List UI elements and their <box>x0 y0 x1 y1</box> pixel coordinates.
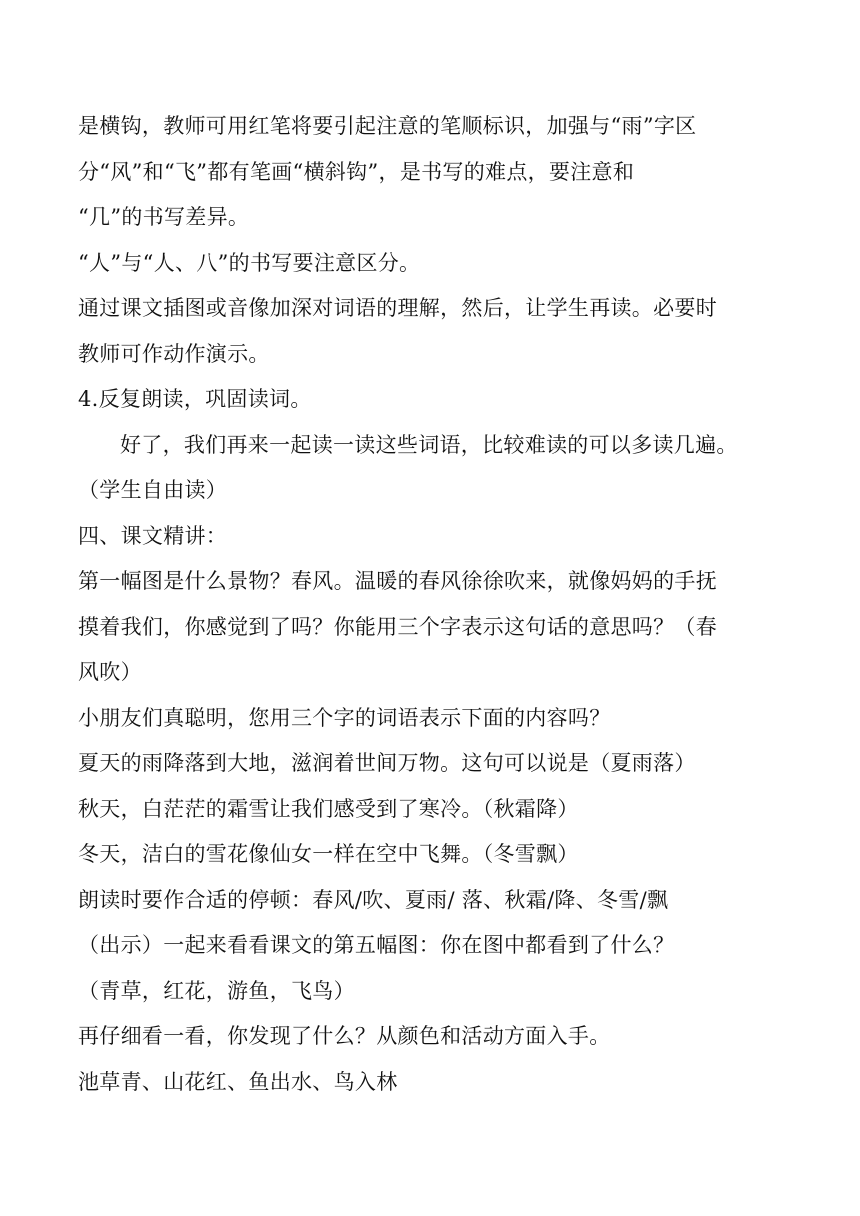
text-line: （青草，红花，游鱼，飞鸟） <box>78 978 355 1003</box>
text-line: 摸着我们，你感觉到了吗？你能用三个字表示这句话的意思吗？（春 <box>78 614 717 639</box>
text-line: 通过课文插图或音像加深对词语的理解，然后，让学生再读。必要时 <box>78 296 717 320</box>
text-line: 夏天的雨降落到大地，滋润着世间万物。这句可以说是（夏雨落） <box>78 751 696 775</box>
text-line: 朗读时要作合适的停顿：春风/吹、夏雨/ 落、秋霜/降、冬雪/飘 <box>78 887 669 912</box>
text-line: 分“风”和“飞”都有笔画“横斜钩”，是书写的难点，要注意和 <box>78 159 635 184</box>
text-line: “人”与“人、八”的书写要注意区分。 <box>78 250 421 275</box>
text-line: 冬天，洁白的雪花像仙女一样在空中飞舞。（冬雪飘） <box>78 842 579 866</box>
text-line: （学生自由读） <box>78 478 228 502</box>
text-line: 池草青、山花红、鱼出水、鸟入林 <box>78 1069 398 1094</box>
section-step-heading: 4.反复朗读，巩固读词。 <box>78 387 312 411</box>
section-heading: 四、课文精讲： <box>78 523 228 548</box>
document-body <box>78 104 798 1105</box>
text-line: 是横钩，教师可用红笔将要引起注意的笔顺标识，加强与“雨”字区 <box>78 114 697 138</box>
text-line: 小朋友们真聪明，您用三个字的词语表示下面的内容吗？ <box>78 705 611 730</box>
text-line-indented: 好了，我们再来一起读一读这些词语，比较难读的可以多读几遍。 <box>120 432 738 457</box>
text-line: 教师可作动作演示。 <box>78 341 270 366</box>
text-line: 再仔细看一看，你发现了什么？从颜色和活动方面入手。 <box>78 1024 611 1048</box>
text-line: 秋天，白茫茫的霜雪让我们感受到了寒冷。（秋霜降） <box>78 796 579 821</box>
text-line: 第一幅图是什么景物？春风。温暖的春风徐徐吹来，就像妈妈的手抚 <box>78 569 717 593</box>
text-line: 风吹） <box>78 660 142 684</box>
text-line: （出示）一起来看看课文的第五幅图：你在图中都看到了什么？ <box>78 933 675 957</box>
text-line: “几”的书写差异。 <box>78 205 250 229</box>
